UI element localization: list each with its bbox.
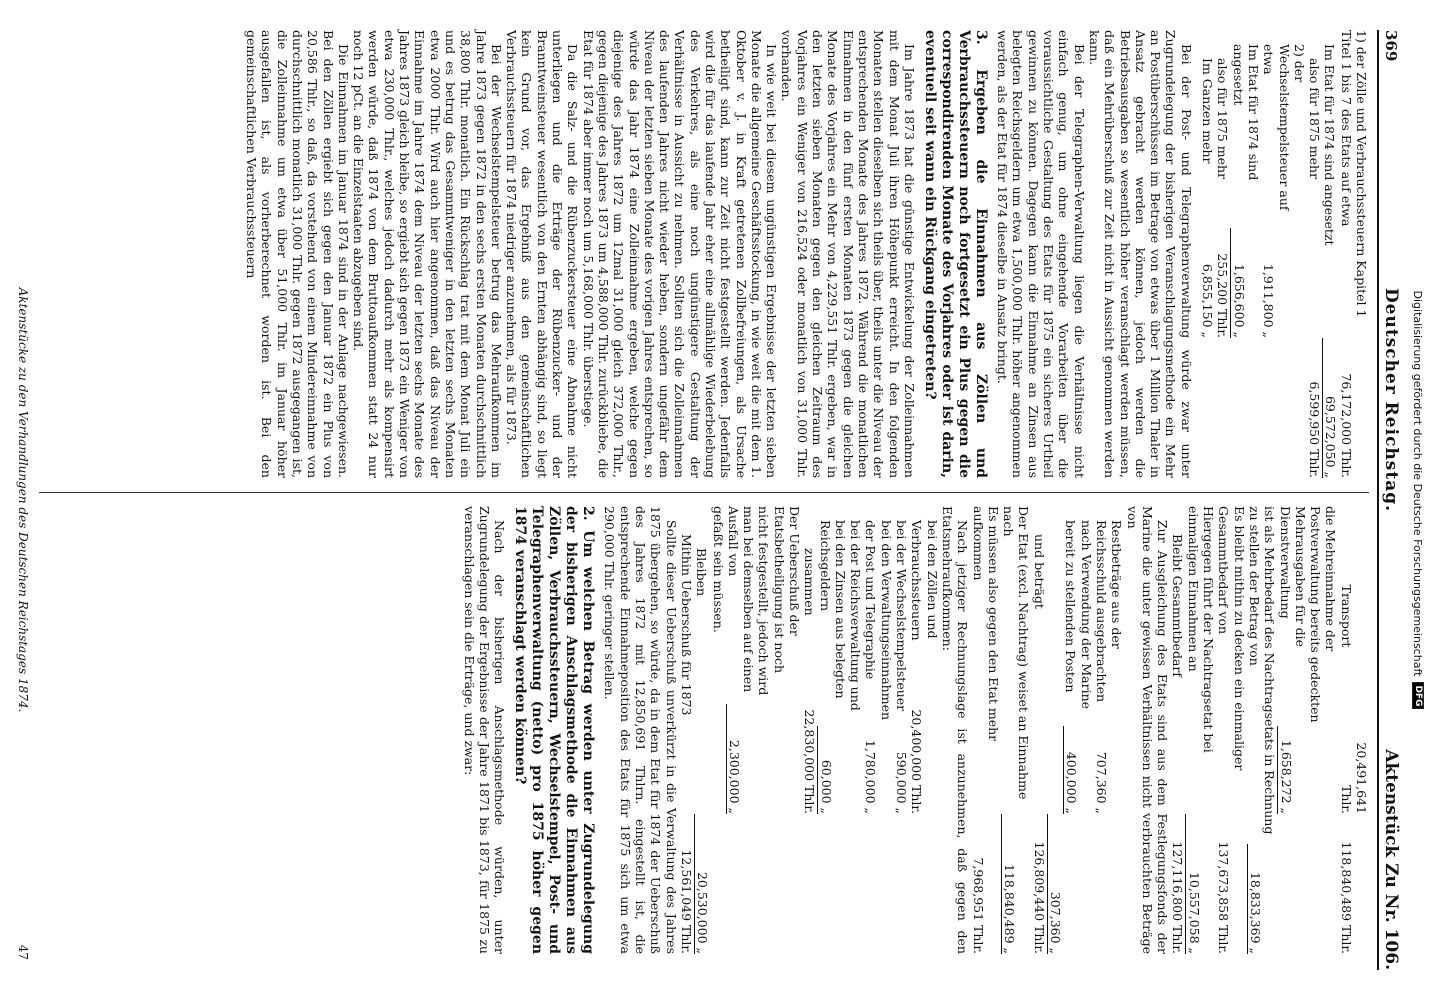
table-row: Bleiben 20,530,000 „ — [694, 548, 711, 954]
page-title: Deutscher Reichstag. — [1381, 287, 1402, 513]
right-column — [461, 506, 1369, 954]
table-row: Im Etat für 1874 sind angesetzt 69,572,050 „ — [1322, 44, 1339, 478]
table-row: Es müssen also gegen den Etat mehr aufkommen 7,968,951 Thlr. — [970, 506, 1001, 954]
table-row: bei den Verwaltungseinnahmen der Post und Telegraphie 1,780,000 „ — [863, 520, 894, 814]
table-row: Restbeträge aus der Reichsschuld ausgebrachten 707,360 „ — [1093, 520, 1125, 814]
table-row: 307,360 „ — [1047, 506, 1063, 954]
table-row: 1) der Zölle und Verbrauchssteuern Kapitel 1 Titel 1 bis 7 des Etats auf etwa 76,172,000 Thlr. — [1338, 30, 1369, 478]
table-row: gefaßt sein müssen. — [710, 506, 726, 633]
table-row: also für 1875 mehr 255,200 Thlr. — [1215, 58, 1231, 338]
document-page — [15, 30, 1405, 970]
attachment-label: Aktenstück Zu Nr. 106. — [1381, 749, 1402, 970]
left-column — [244, 30, 1369, 478]
table-row: ist als Mehrbedarf des Nachtragsetats in Rechnung zu stellen der Betrag von 18,833,369 „ — [1246, 506, 1278, 954]
question-heading: 2. Um welchen Betrag werden unter Zugrundelegung der bisherigen Anschlagsmethode die Einnahmen aus Zöllen, Verbrauchssteuern, Wechselstempel, Post- und Telegraphenverwaltung (netto) pro 1875 höher gegen 1874 veranschlagt werden können? — [512, 506, 597, 954]
paragraph: In wie weit bei diesem ungünstigen Ergebnisse der letzten sieben Monate die allgemeine Geschäftsstockung, in wie weit die mit dem 1. Oktober v. J. in Kraft getretenen Zollbefreiungen, als Ursache betheiligt sind, kann zur Zeit nicht festgestellt werden. Jedenfalls wird die für das laufende Jahr eher eine allmählige Wiederbelebung des Verkehres, als eine noch ungünstigere Gestaltung der Verhältnisse in Aussicht zu nehmen. Sollten sich die Zolleinnahmen des laufenden Jahres nicht wieder heben, sondern ungefähr dem Niveau der letzten sieben Monate des vorigen Jahres entsprechen, so würde das Jahr 1874 eine Zolleinnahme ergeben, welche gegen diejenige des Jahres 1872 um 12mal 31,000 gleich 372,000 Thlr., gegen diejenige des Jahres 1873 um 4,588,000 Thlr. zurückbliebe, die Etat für 1874 aber immer noch um 5,168,000 Thlr. überstiege. — [580, 30, 780, 478]
table-row: zusammen 22,830,000 Thlr. — [802, 548, 818, 814]
table-row: Der Ueberschuß der Etatsbetheiligung ist noch nicht festgestellt, jedoch wird man bei demselben auf einen Ausfall von 2,300,000 „ — [725, 506, 803, 814]
page-header — [1377, 30, 1405, 970]
paragraph: Bei der Post- und Telegraphenverwaltung würde zwar unter Zugrundelegung der bisherigen Veranschlagungsmethode ein Mehr an Postüberschüssen im Betrage von etwas über 1 Million Thaler in Ansatz gebracht werden können, jedoch werden die Betriebsausgaben so wesentlich höher veranschlagt werden müssen, daß ein Mehrüberschuß zur Zeit nicht in Aussicht genommen werden kann. — [1086, 30, 1194, 478]
table-row: Transport 20,491,641 Thlr. 118,840,489 Thlr. — [1338, 584, 1369, 954]
paragraph: Die Einnahmen im Januar 1874 sind in der Anlage nachgewiesen. Bei den Zöllen ergiebt sich gegen den Januar 1872 ein Plus von 20,586 Thlr., so daß, da vorstehend von einem Mindereinnahme von durchschnittlich monatlich 31,000 Thlr. gegen 1872 ausgegangen ist, die Zolleinnahme um etwa über 51,000 Thlr. im Januar höher ausgefallen ist, als vorherberechnet worden ist. Bei den gemeinschaftlichen Verbrauchssteuern — [244, 30, 351, 478]
paragraph: Sollte dieser Ueberschuß unverkürzt in die Verwaltung des Jahres 1875 übergehen, so würde, da in dem Etat für 1874 der Ueberschuß des Jahres 1872 mit 12,850,691 Thlrn. eingestellt ist, die entsprechende Einnahmeposition des Etats für 1875 sich um etwa 290,000 Thlr. geringer stellen. — [602, 506, 679, 954]
column-divider — [39, 492, 1369, 493]
table-row: Es bleibt mithin zu decken ein einmaliger Gesammtbedarf von 137,673,858 Thlr. — [1216, 506, 1247, 954]
bottom-page-number: 47 — [16, 944, 31, 960]
table-row: bei der Wechselstempelsteuer 590,000 „ — [894, 520, 910, 814]
paragraph: Nach der bisherigen Anschlagsmethode würden, unter Zugrundelegung der Ergebnisse der Jahre 1871 bis 1873, für 1875 zu veranschlagen sein die Erträge, und zwar: — [461, 506, 508, 954]
paragraph: Da die Salz- und die Rübenzuckersteuer eine Abnahme nicht unterliegen und die Erträge der Rübenzucker- und der Branntweinsteuer wesentlich von den Ernten abhängig sind, so liegt kein Grund vor, das Ergebniß aus den gemeinschaftlichen Verbrauchssteuern für 1874 niedriger anzunehmen, als für 1873. — [504, 30, 581, 478]
table-row: also für 1875 mehr 6,599,950 Thlr. — [1307, 58, 1323, 478]
paragraph: Zur Ausgleichung des Etats sind aus dem Festlegungsfonds der Marine die unter gewissen Verhältnissen nicht verbrauchten Beträge von — [1124, 506, 1171, 954]
table-row: Im Ganzen mehr 6,855,150 „ — [1200, 58, 1216, 338]
table-row: bei den Zöllen und Verbrauchssteuern 20,400,000 Thlr. — [909, 520, 940, 814]
paragraph: Bei der Wechselstempelsteuer betrug das Mehraufkommen im Jahre 1873 gegen 1872 in den sechs ersten Monaten durchschnittlich 38,800 Thlr. monatlich. Ein Rückschlag trat mit dem Monat Juli ein und es betrug das Gesammtweniger in den letzten sechs Monaten etwa 2000 Thlr. Wird auch hier angenommen, daß das Niveau der Einnahme im Jahre 1874 dem Niveau der letzten sechs Monate des Jahres 1873 gleich bleibe, so ergiebt sich gegen 1873 ein Weniger von etwa 230,000 Thlr., welches jedoch dadurch mehr als kompensirt werden würde, daß 1874 von dem Bruttoaufkommen statt 24 nur noch 12 pCt. an die Einzelstaaten abzugeben sind. — [351, 30, 504, 478]
paragraph: Bei der Telegraphen-Verwaltung liegen die Verhältnisse nicht einfach genug, um ohne eingehende Vorarbeiten über die voraussichtliche Gestaltung des Etats für 1875 ein sicheres Urtheil gewinnen zu können. Dagegen kann die Einnahme an Zinsen aus belegten Reichsgeldern um etwa 1,500,000 Thlr. höher angenommen werden, als der Etat für 1874 dieselbe in Ansatz bringt. — [995, 30, 1087, 478]
table-row: die Mehreinnahme der Postverwaltung bereits gedeckten Mehrausgaben für die Dienstverwaltung 1,658,272 „ — [1277, 506, 1339, 814]
table-row: Bleibt Gesammtbedarf 127,116,800 Thlr. — [1170, 534, 1186, 954]
table-row: bei der Reichsverwaltung und bei den Zinsen aus belegten Reichsgeldern 60,000 „ — [817, 520, 864, 814]
dfg-logo: DFG — [1412, 682, 1424, 709]
table-row: Im Etat für 1874 sind angesetzt 1,656,600 „ — [1230, 44, 1261, 338]
table-row: Hiergegen führt der Nachtragsetat bei einmaligen Einnahmen an 10,557,058 „ — [1185, 506, 1217, 954]
page-footer: Aktenstücke zu den Verhandlungen des Deutschen Reichstages 1874. — [16, 287, 31, 713]
paragraph: Im Jahre 1873 hat die günstige Entwickelung der Zolleinnahmen mit dem Monat Juli ihren Höhepunkt erreicht. In den folgenden Monaten stellen dieselben sich theils über, theils unter die Niveau der entsprechenden Monate des Jahres 1872. Während die monatlichen Einnahmen in den fünf ersten Monaten 1873 gegen die gleichen Monate des Vorjahres ein Mehr von 4,229,551 Thlr. ergeben, war in den letzten sieben Monaten gegen den gleichen Zeitraum des Vorjahres ein Weniger von 216,524 oder monatlich von 31,000 Thlr. vorhanden. — [779, 30, 917, 478]
paragraph: Nach jetziger Rechnungslage ist anzunehmen, daß gegen den Etatsmehraufkommen: — [939, 506, 971, 954]
digitization-credit — [1408, 10, 1428, 990]
table-row: nach Verwendung der Marine bereit zu stellenden Posten 400,000 „ — [1063, 520, 1094, 814]
digitization-credit-text: Digitalisierung gefördert durch die Deutsche Forschungsgemeinschaft — [1411, 290, 1425, 677]
table-row: Mithin Ueberschuß für 1873 12,561,049 Thlr. — [678, 534, 694, 954]
page-number: 369 — [1382, 30, 1401, 62]
table-row: und beträgt 126,809,440 Thlr. — [1031, 534, 1047, 954]
question-heading: 3. Ergeben die Einnahmen aus Zöllen und Verbrauchssteuern noch fortgesetzt ein Plus gegen die correspondirenden Monate des Vorjahres oder ist darin, eventuell seit wann ein Rückgang eingetreten? — [921, 30, 989, 478]
table-row: Der Etat (excl. Nachtrag) weiset an Einnahme nach 118,840,489 „ — [1001, 506, 1032, 954]
table-row: 2) der Wechselstempelsteuer auf etwa 1,911,800 „ — [1261, 44, 1307, 338]
